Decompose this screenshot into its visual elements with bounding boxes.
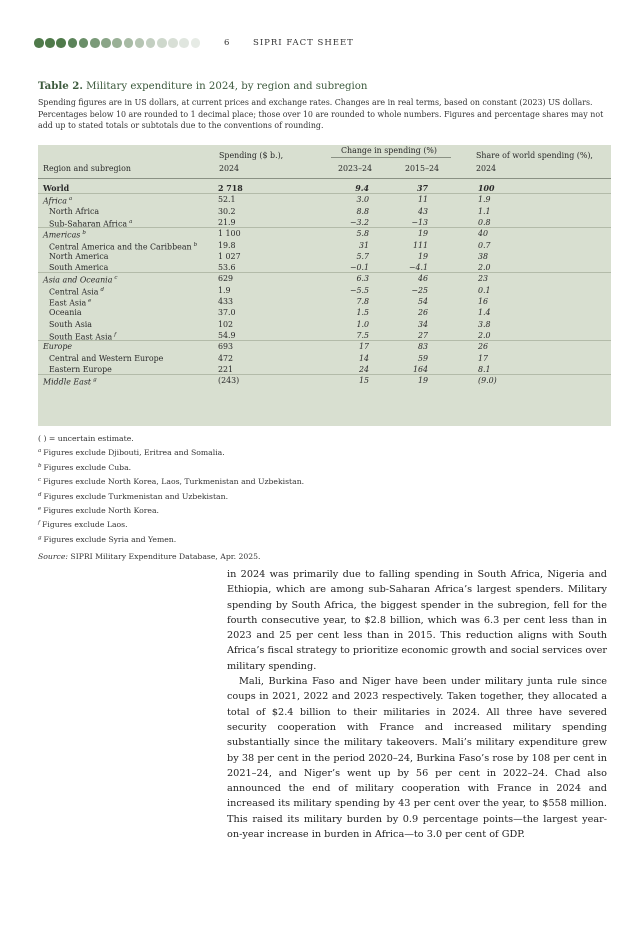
running-title: SIPRI FACT SHEET (253, 38, 354, 48)
row-label-text: Europe (43, 342, 73, 352)
change-2015-24-cell: 59 (417, 353, 428, 363)
change-2015-24-cell: −25 (411, 285, 428, 295)
change-2023-24-cell: 17 (358, 342, 369, 352)
footnote-mark: b (82, 230, 86, 237)
change-2015-24-cell: 34 (417, 319, 428, 329)
change-2023-24-cell: 5.8 (356, 229, 369, 239)
row-label (49, 307, 82, 318)
share-cell: 2.0 (478, 263, 491, 273)
share-cell: 1.9 (478, 195, 491, 205)
footnote-text: Figures exclude Djibouti, Eritrea and Somalia. (43, 448, 225, 458)
change-2023-24-cell: −0.1 (349, 263, 369, 273)
footnote (38, 532, 598, 546)
row-label-text: South America (49, 263, 109, 273)
footnote-mark: g (38, 534, 42, 541)
spending-cell: 1 100 (218, 229, 241, 239)
row-label-text: East Asia (49, 298, 87, 308)
spending-cell: 19.8 (218, 240, 236, 250)
progress-dot (34, 38, 44, 48)
change-2015-24-cell: 19 (417, 229, 428, 239)
footnote-mark: c (38, 477, 42, 484)
footnote-mark: c (114, 275, 118, 282)
group-rule (38, 340, 611, 341)
col-header-region: Region and subregion (43, 164, 131, 173)
uncertain-note: ( ) = uncertain estimate. (38, 434, 134, 443)
spending-cell: 53.6 (218, 263, 236, 273)
change-2015-24-cell: 164 (412, 364, 428, 374)
footnote-text: Figures exclude Laos. (42, 520, 128, 530)
change-2023-24-cell: 9.4 (355, 184, 369, 193)
footnote-text: Figures exclude Turkmenistan and Uzbekistan. (43, 491, 229, 501)
footnote-mark: a (38, 448, 42, 455)
change-2015-24-cell: 46 (417, 274, 428, 284)
footnote-text: Figures exclude Syria and Yemen. (43, 534, 177, 544)
change-2023-24-cell: 1.5 (356, 308, 369, 318)
progress-dot (191, 38, 201, 48)
change-2023-24-cell: −5.5 (349, 285, 369, 295)
footnote-list (38, 445, 598, 546)
group-rule (38, 227, 611, 228)
progress-dot (45, 38, 55, 48)
footnote (38, 503, 598, 517)
row-label-text: Middle East (43, 377, 92, 387)
spending-cell: 54.9 (218, 330, 236, 340)
col-header-spending-year: 2024 (219, 164, 240, 173)
change-2015-24-cell: 26 (417, 308, 428, 318)
footnote (38, 489, 598, 503)
row-label-text: South Asia (49, 319, 92, 329)
footnote-mark: a (129, 218, 133, 225)
row-label-text: Central America and the Caribbean (49, 242, 192, 252)
change-2023-24-cell: −3.2 (349, 217, 369, 227)
change-2015-24-cell: 27 (417, 330, 428, 340)
change-2015-24-cell: −13 (411, 217, 428, 227)
spending-cell: 433 (218, 297, 234, 306)
footnote (38, 445, 598, 459)
spending-cell: 1 027 (218, 251, 241, 261)
change-2015-24-cell: 19 (417, 376, 428, 386)
progress-dot (68, 38, 78, 48)
spending-cell: 629 (218, 274, 234, 284)
col-header-share: Share of world spending (%), (476, 151, 593, 160)
progress-dot (168, 38, 178, 48)
footnote (38, 460, 598, 474)
spending-cell: 472 (218, 353, 234, 363)
col-header-change-a: 2023–24 (338, 164, 373, 173)
change-2023-24-cell: 31 (358, 240, 369, 250)
row-label-text: Central Asia (49, 287, 99, 297)
change-2023-24-cell: 15 (358, 376, 369, 386)
change-2023-24-cell: 14 (358, 353, 369, 363)
row-label-text: Americas (43, 230, 81, 240)
row-label-text: North America (49, 251, 109, 261)
share-cell: 2.0 (478, 330, 491, 340)
share-cell: 38 (478, 251, 489, 261)
spending-cell: 1.9 (218, 285, 231, 295)
change-2015-24-cell: 54 (417, 297, 428, 306)
col-header-change: Change in spending (%) (341, 146, 437, 155)
share-cell: 0.7 (478, 240, 491, 250)
footnote (38, 474, 598, 488)
footnote-mark: b (193, 241, 198, 248)
footnote (38, 517, 598, 531)
row-label-text: North Africa (49, 206, 100, 216)
spending-cell: 2 718 (218, 184, 243, 193)
row-label (49, 206, 99, 217)
table-notes (38, 432, 598, 564)
table-description: Spending figures are in US dollars, at current prices and exchange rates. Changes are in real terms, based on constant (2023) US dollars. Percentages below 10 are rounded to 1 decimal place; those over 10 are rounded to whole numbers. Figures and percentage shares may not add up to stated totals or subtotals due to the conventions of rounding. (38, 98, 604, 130)
change-header-rule (331, 157, 451, 158)
change-2023-24-cell: 24 (358, 364, 369, 374)
progress-dot (124, 38, 134, 48)
progress-dot (135, 38, 145, 48)
footnote-mark: e (88, 298, 92, 304)
page-header (34, 36, 200, 50)
progress-dot (179, 38, 189, 48)
footnote-mark: a (68, 196, 73, 203)
footnote-mark: g (93, 377, 97, 384)
body-paragraph: in 2024 was primarily due to falling spending in South Africa, Nigeria and Ethiopia, which are among sub-Saharan Africa’s largest spenders. Military spending by South Africa, the biggest spender in the subregion, fell for the fourth consecutive year, to $2.8 billion, which was 6.3 per cent less than in 2023 and 25 per cent less than in 2015. This reduction aligns with South Africa’s fiscal strategy to prioritize economic growth and social services over military spending. (227, 569, 607, 672)
header-rule (38, 178, 611, 179)
change-2015-24-cell: 111 (412, 240, 428, 250)
expenditure-table (38, 145, 611, 426)
share-cell: 1.4 (478, 308, 491, 318)
progress-dot (112, 38, 122, 48)
row-label (43, 341, 72, 352)
change-2015-24-cell: 37 (417, 184, 428, 193)
row-label-text: Sub-Saharan Africa (49, 219, 128, 229)
group-rule (38, 374, 611, 375)
progress-dots (34, 38, 200, 48)
share-cell: 100 (478, 184, 495, 193)
share-cell: 16 (478, 297, 489, 306)
progress-dot (56, 38, 66, 48)
footnote-mark: d (100, 286, 104, 293)
spending-cell: 52.1 (218, 195, 236, 205)
col-header-share-year: 2024 (476, 164, 497, 173)
progress-dot (79, 38, 89, 48)
table-title (38, 80, 368, 92)
change-2015-24-cell: 11 (417, 195, 428, 205)
progress-dot (146, 38, 156, 48)
spending-cell: (243) (218, 376, 240, 386)
change-2023-24-cell: 1.0 (356, 319, 369, 329)
footnote-mark: f (38, 520, 41, 527)
row-label-text: Oceania (49, 308, 82, 318)
row-label-text: Central and Western Europe (49, 353, 164, 363)
footnote-mark: b (38, 462, 42, 469)
change-2015-24-cell: 83 (417, 342, 428, 352)
footnote-mark: e (38, 506, 42, 513)
footnote-text: Figures exclude North Korea. (43, 506, 159, 516)
progress-dot (90, 38, 100, 48)
source-text: SIPRI Military Expenditure Database, Apr. 2025. (70, 552, 261, 562)
row-label (43, 375, 97, 388)
footnote-text: Figures exclude Cuba. (43, 462, 132, 472)
row-label-text: South East Asia (49, 332, 113, 342)
group-rule (38, 193, 611, 194)
source-label: Source: (38, 552, 68, 562)
body-text (227, 567, 607, 842)
col-header-spending: Spending ($ b.), (219, 151, 284, 160)
body-paragraph: Mali, Burkina Faso and Niger have been under military junta rule since coups in 2021, 2022 and 2023 respectively. Taken together, they allocated a total of $2.4 billion to their militaries in 2024. All three have severed security cooperation with France and increased military spending substantially since the military takeovers. Mali’s military expenditure grew by 38 per cent in the period 2020–24, Burkina Faso’s rose by 108 per cent in 2021–24, and Niger’s went up by 56 per cent in 2022–24. Chad also announced the end of military cooperation with France in 2024 and increased its military spending by 43 per cent over the year, to $558 million. This raised its military burden by 0.9 percentage points—the largest year-on-year increase in burden in Africa—to 3.0 per cent of GDP. (227, 676, 607, 841)
change-2023-24-cell: 8.8 (356, 206, 369, 216)
share-cell: 0.8 (478, 217, 491, 227)
share-cell: 26 (478, 342, 489, 352)
share-cell: 17 (478, 353, 489, 363)
change-2015-24-cell: 43 (417, 206, 428, 216)
col-header-change-b: 2015–24 (405, 164, 440, 173)
footnote-mark: f (114, 331, 117, 338)
row-label-text: Eastern Europe (49, 364, 112, 374)
row-label (49, 319, 92, 330)
source-note (38, 550, 598, 563)
spending-cell: 102 (218, 319, 234, 329)
row-label-text: Asia and Oceania (43, 276, 113, 286)
change-2023-24-cell: 3.0 (356, 195, 369, 205)
change-2015-24-cell: −4.1 (408, 263, 428, 273)
spending-cell: 21.9 (218, 217, 236, 227)
share-cell: 8.1 (478, 364, 491, 374)
spending-cell: 693 (218, 342, 234, 352)
progress-dot (101, 38, 111, 48)
change-2015-24-cell: 19 (417, 251, 428, 261)
row-label-text: Africa (43, 196, 67, 206)
spending-cell: 30.2 (218, 206, 236, 216)
share-cell: 23 (478, 274, 489, 284)
share-cell: (9.0) (478, 376, 497, 386)
page-number: 6 (224, 38, 230, 48)
footnote-text: Figures exclude North Korea, Laos, Turkmenistan and Uzbekistan. (43, 477, 305, 487)
table-title-label: Table 2. (38, 80, 83, 92)
row-label (49, 251, 108, 262)
row-label-text: World (43, 184, 70, 193)
change-2023-24-cell: 6.3 (356, 274, 369, 284)
table-title-text: Military expenditure in 2024, by region and subregion (86, 81, 368, 92)
change-2023-24-cell: 7.8 (356, 297, 369, 306)
change-2023-24-cell: 5.7 (356, 251, 369, 261)
share-cell: 40 (478, 229, 489, 239)
footnote-mark: d (38, 491, 42, 498)
share-cell: 0.1 (478, 285, 491, 295)
spending-cell: 37.0 (218, 308, 236, 318)
progress-dot (157, 38, 167, 48)
share-cell: 1.1 (478, 206, 491, 216)
change-2023-24-cell: 7.5 (356, 330, 369, 340)
group-rule (38, 272, 611, 273)
spending-cell: 221 (218, 364, 234, 374)
share-cell: 3.8 (478, 319, 491, 329)
row-label (49, 353, 163, 364)
